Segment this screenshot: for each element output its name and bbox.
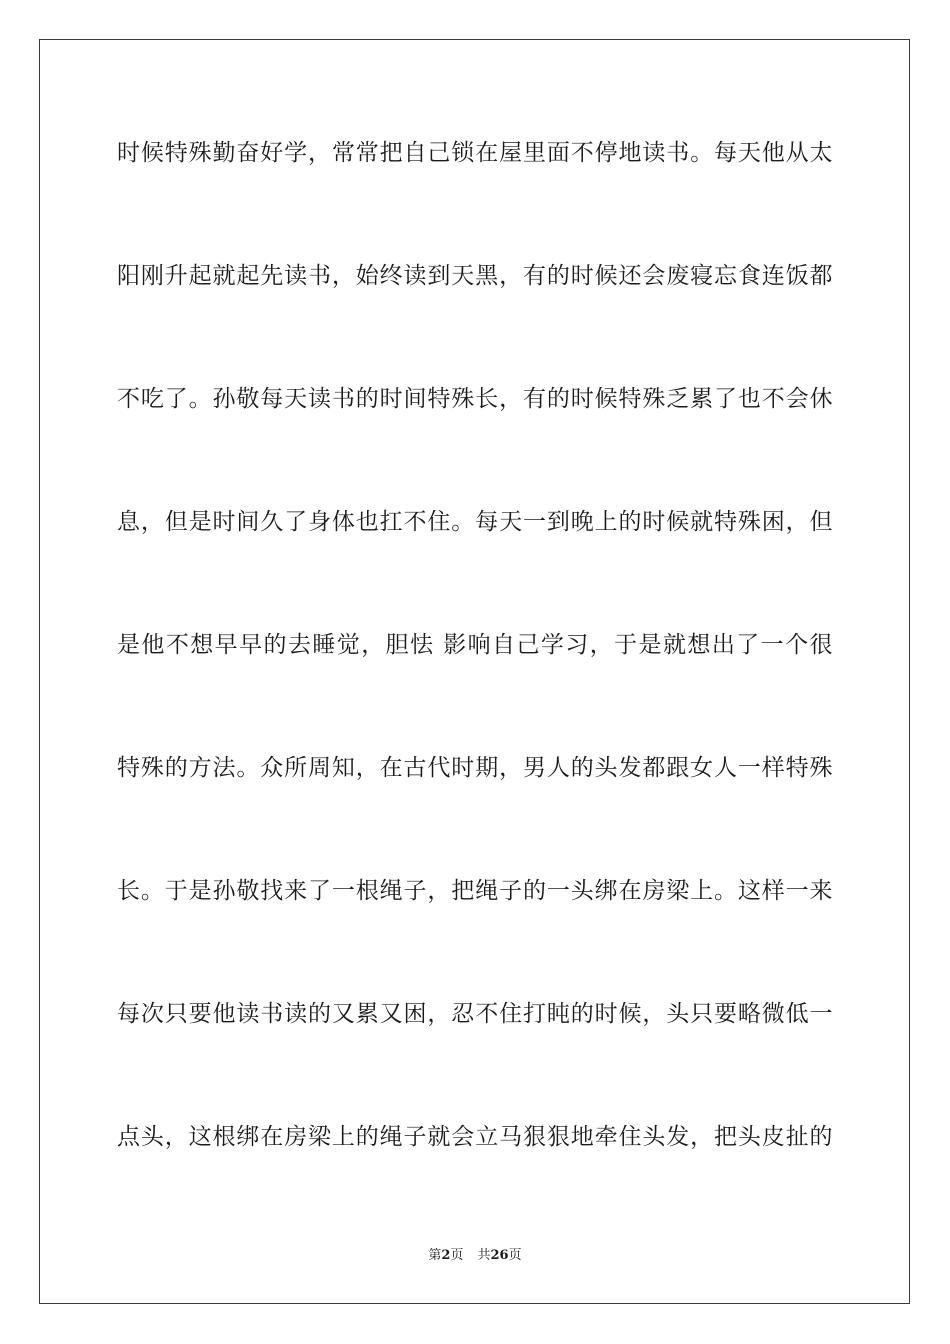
body-text-line-5: 是他不想早早的去睡觉，胆怯 影响自己学习，于是就想出了一个很 [117, 632, 833, 658]
body-text-line-8: 每次只要他读书读的又累又困，忍不住打盹的时候，头只要略微低一 [117, 1001, 833, 1027]
body-text-line-7: 长。于是孙敬找来了一根绳子，把绳子的一头绑在房梁上。这样一来 [117, 878, 833, 904]
page-prefix: 第 [428, 1248, 442, 1263]
page-border [39, 39, 910, 1304]
total-prefix: 共 [477, 1248, 491, 1263]
total-suffix: 页 [508, 1248, 522, 1263]
total-pages: 26 [490, 1248, 509, 1263]
body-text-line-1: 时候特殊勤奋好学，常常把自己锁在屋里面不停地读书。每天他从太 [117, 140, 833, 166]
page-number: 2 [441, 1248, 451, 1263]
page-suffix: 页 [450, 1248, 464, 1263]
body-text-line-2: 阳刚升起就起先读书，始终读到天黑，有的时候还会废寝忘食连饭都 [117, 263, 833, 289]
body-text-line-9: 点头，这根绑在房梁上的绳子就会立马狠狠地牵住头发，把头皮扯的 [117, 1124, 833, 1150]
body-text-line-3: 不吃了。孙敬每天读书的时间特殊长，有的时候特殊乏累了也不会休 [117, 386, 833, 412]
body-text-line-4: 息，但是时间久了身体也扛不住。每天一到晚上的时候就特殊困，但 [117, 509, 833, 535]
body-text-line-6: 特殊的方法。众所周知，在古代时期，男人的头发都跟女人一样特殊 [117, 755, 833, 781]
page-footer [0, 1247, 950, 1265]
